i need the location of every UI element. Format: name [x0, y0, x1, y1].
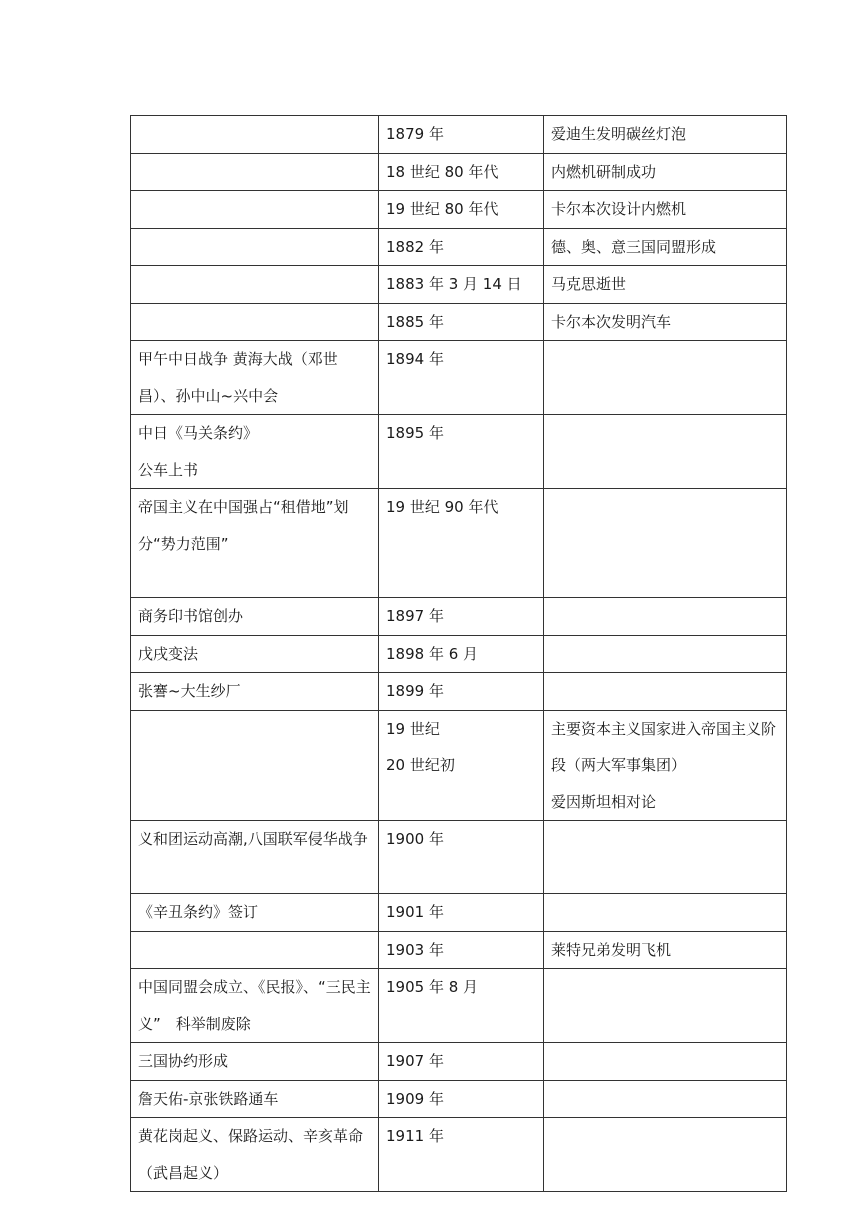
- table-row: [131, 191, 787, 229]
- table-row: [131, 1118, 787, 1192]
- table-row: [131, 116, 787, 154]
- world-event-cell: [544, 1043, 787, 1081]
- china-event-cell: 詹天佑-京张铁路通车: [131, 1080, 379, 1118]
- table-row: [131, 894, 787, 932]
- world-event-cell: 卡尔本次设计内燃机: [544, 191, 787, 229]
- china-event-cell: [131, 153, 379, 191]
- date-cell: 1895 年: [379, 415, 544, 489]
- world-event-cell: [544, 415, 787, 489]
- world-event-cell: 德、奥、意三国同盟形成: [544, 228, 787, 266]
- date-cell: 1897 年: [379, 598, 544, 636]
- date-cell: 1911 年: [379, 1118, 544, 1192]
- date-cell: 1885 年: [379, 303, 544, 341]
- table-row: [131, 266, 787, 304]
- date-cell: 1907 年: [379, 1043, 544, 1081]
- date-cell: 19 世纪 80 年代: [379, 191, 544, 229]
- china-event-cell: 三国协约形成: [131, 1043, 379, 1081]
- table-row: [131, 341, 787, 415]
- china-event-cell: 商务印书馆创办: [131, 598, 379, 636]
- date-cell: 1900 年: [379, 821, 544, 894]
- table-row: [131, 415, 787, 489]
- table-row: [131, 153, 787, 191]
- table-row: [131, 821, 787, 894]
- china-event-cell: [131, 116, 379, 154]
- world-event-cell: [544, 894, 787, 932]
- table-row: [131, 1080, 787, 1118]
- table-row: [131, 303, 787, 341]
- date-cell: 18 世纪 80 年代: [379, 153, 544, 191]
- table-row: [131, 635, 787, 673]
- date-cell: 1882 年: [379, 228, 544, 266]
- world-event-cell: [544, 1118, 787, 1192]
- china-event-cell: 中国同盟会成立、《民报》、“三民主义” 科举制废除: [131, 969, 379, 1043]
- world-event-cell: 莱特兄弟发明飞机: [544, 931, 787, 969]
- timeline-table-body: [131, 116, 787, 1192]
- table-row: [131, 598, 787, 636]
- date-cell: 1905 年 8 月: [379, 969, 544, 1043]
- china-event-cell: 甲午中日战争 黄海大战（邓世昌）、孙中山~兴中会: [131, 341, 379, 415]
- world-event-cell: 主要资本主义国家进入帝国主义阶段（两大军事集团） 爱因斯坦相对论: [544, 710, 787, 821]
- china-event-cell: 帝国主义在中国强占“租借地”划分“势力范围”: [131, 489, 379, 598]
- date-cell: 1909 年: [379, 1080, 544, 1118]
- china-event-cell: 黄花岗起义、保路运动、辛亥革命（武昌起义）: [131, 1118, 379, 1192]
- world-event-cell: [544, 673, 787, 711]
- china-event-cell: [131, 710, 379, 821]
- china-event-cell: 中日《马关条约》 公车上书: [131, 415, 379, 489]
- world-event-cell: [544, 598, 787, 636]
- world-event-cell: [544, 635, 787, 673]
- history-timeline-table: [130, 115, 787, 1192]
- world-event-cell: [544, 821, 787, 894]
- world-event-cell: [544, 1080, 787, 1118]
- china-event-cell: 戊戌变法: [131, 635, 379, 673]
- date-cell: 1883 年 3 月 14 日: [379, 266, 544, 304]
- table-row: [131, 489, 787, 598]
- table-row: [131, 228, 787, 266]
- date-cell: 1903 年: [379, 931, 544, 969]
- table-row: [131, 1043, 787, 1081]
- china-event-cell: 义和团运动高潮,八国联军侵华战争: [131, 821, 379, 894]
- date-cell: 19 世纪 20 世纪初: [379, 710, 544, 821]
- world-event-cell: 内燃机研制成功: [544, 153, 787, 191]
- world-event-cell: [544, 489, 787, 598]
- china-event-cell: [131, 931, 379, 969]
- date-cell: 1901 年: [379, 894, 544, 932]
- china-event-cell: [131, 266, 379, 304]
- china-event-cell: 张謇~大生纱厂: [131, 673, 379, 711]
- date-cell: 1899 年: [379, 673, 544, 711]
- world-event-cell: 卡尔本次发明汽车: [544, 303, 787, 341]
- date-cell: 19 世纪 90 年代: [379, 489, 544, 598]
- world-event-cell: 爱迪生发明碳丝灯泡: [544, 116, 787, 154]
- table-row: [131, 710, 787, 821]
- date-cell: 1894 年: [379, 341, 544, 415]
- date-cell: 1879 年: [379, 116, 544, 154]
- china-event-cell: [131, 228, 379, 266]
- china-event-cell: 《辛丑条约》签订: [131, 894, 379, 932]
- world-event-cell: 马克思逝世: [544, 266, 787, 304]
- table-row: [131, 673, 787, 711]
- date-cell: 1898 年 6 月: [379, 635, 544, 673]
- china-event-cell: [131, 191, 379, 229]
- world-event-cell: [544, 969, 787, 1043]
- china-event-cell: [131, 303, 379, 341]
- table-row: [131, 931, 787, 969]
- world-event-cell: [544, 341, 787, 415]
- table-row: [131, 969, 787, 1043]
